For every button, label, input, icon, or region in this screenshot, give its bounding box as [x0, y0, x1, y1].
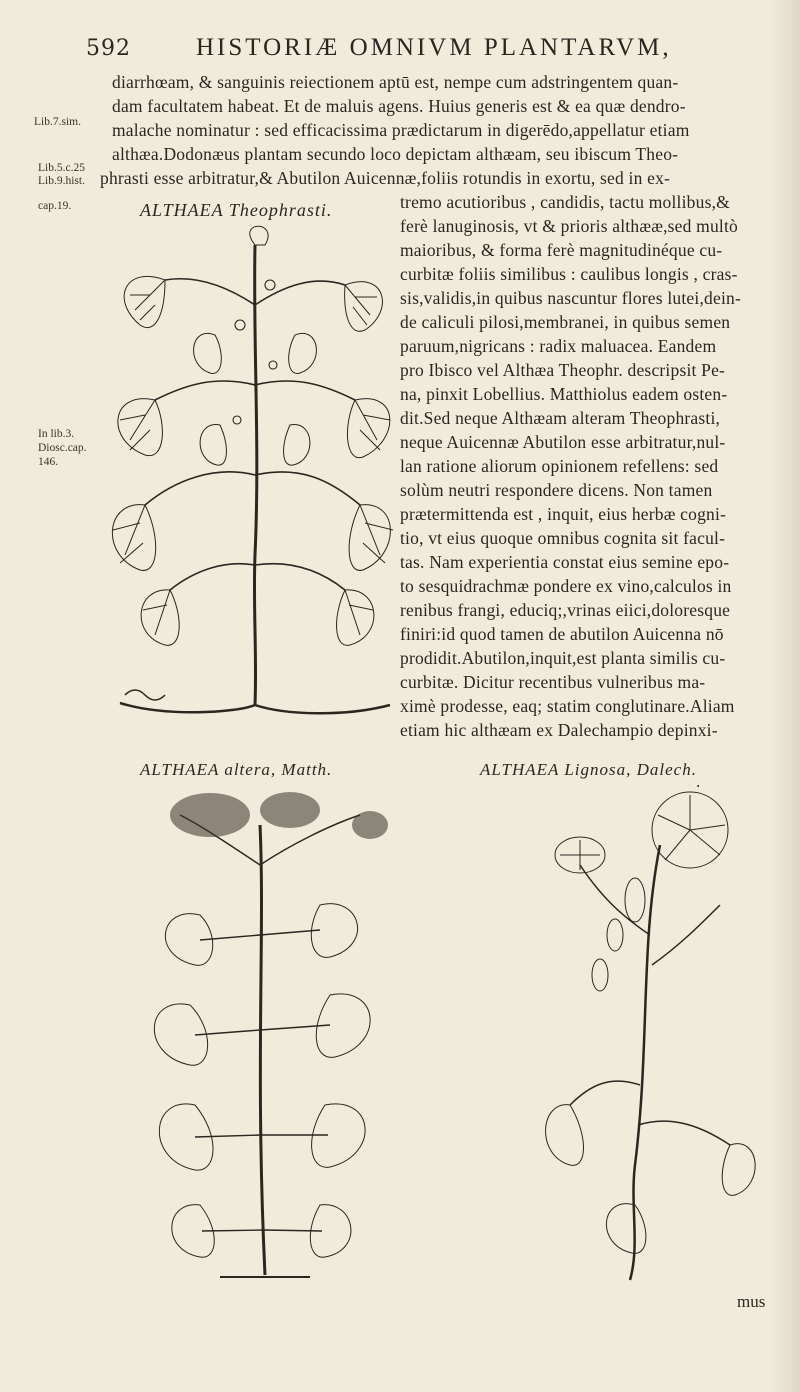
body-text-line: phrasti esse arbitratur,& Abutilon Auicennæ,foliis rotundis in exortu, sed in ex- — [100, 168, 671, 188]
figure-caption-althaea-theophrasti: ALTHAEA Theophrasti. — [140, 200, 333, 220]
margin-note: Lib.9.hist. — [38, 175, 85, 187]
body-text-line: tas. Nam experientia constat eius semine epo- — [400, 552, 730, 572]
body-text-line: renibus frangi, educiq;,vrinas eiici,doloresque — [400, 600, 731, 620]
woodcut-althaea-lignosa — [540, 785, 760, 1285]
body-text-line: sis,validis,in quibus nascuntur flores lutei,dein- — [400, 288, 741, 308]
body-text-line: diarrhœam, & sanguinis reiectionem aptū est, nempe cum adstringentem quan- — [112, 72, 679, 92]
body-text-line: ferè lanuginosis, vt & prioris althææ,sed multò — [400, 216, 738, 236]
body-text-line: curbitæ. Dicitur recentibus vulneribus ma- — [400, 672, 706, 692]
body-text-line: pro Ibisco vel Althæa Theophr. descripsit Pe- — [400, 360, 726, 380]
body-text-line: prodidit.Abutilon,inquit,est planta similis cu- — [400, 648, 726, 668]
margin-note: Lib.7.sim. — [34, 116, 81, 128]
body-text-line: tio, vt eius quoque omnibus cognita sit facul- — [400, 528, 726, 548]
body-text-line: etiam hic althæam ex Dalechampio depinxi- — [400, 720, 718, 740]
body-text-line: althæa.Dodonæus plantam secundo loco depictam althæam, seu ibiscum Theo- — [112, 144, 679, 164]
margin-note: 146. — [38, 456, 59, 468]
page-header — [86, 34, 726, 70]
body-text-line: neque Auicennæ Abutilon esse arbitratur,nul- — [400, 432, 726, 452]
margin-note: cap.19. — [38, 200, 72, 212]
body-text-line: lan ratione aliorum opinionem refellens: sed — [400, 456, 719, 476]
body-text-line: prætermittenda est , inquit, eius herbæ cogni- — [400, 504, 727, 524]
running-title: HISTORIÆ OMNIVM PLANTARVM, — [196, 34, 672, 61]
body-text-line: paruum,nigricans : radix maluacea. Eandem — [400, 336, 717, 356]
body-text-line: ximè prodesse, eaq; statim conglutinare.Aliam — [400, 696, 735, 716]
margin-note: Diosc.cap. — [38, 442, 87, 454]
page-number: 592 — [86, 36, 131, 61]
figure-caption-althaea-lignosa: ALTHAEA Lignosa, Dalech. — [480, 760, 697, 779]
body-text-line: de caliculi pilosi,membranei, in quibus semen — [400, 312, 731, 332]
body-text-line: finiri:id quod tamen de abutilon Auicenna nō — [400, 624, 724, 644]
body-text-line: curbitæ foliis similibus : caulibus longis , cras- — [400, 264, 738, 284]
body-text-line: dit.Sed neque Althæam alteram Theophrasti, — [400, 408, 721, 428]
catchword: mus — [737, 1292, 766, 1311]
woodcut-althaea-theophrasti — [105, 225, 395, 725]
body-text-line: dam facultatem habeat. Et de maluis agens. Huius generis est & ea quæ dendro- — [112, 96, 686, 116]
body-text-line: solùm neutri respondere dicens. Non tamen — [400, 480, 713, 500]
body-text-line: na, pinxit Lobellius. Matthiolus eadem osten- — [400, 384, 728, 404]
figure-caption-althaea-altera: ALTHAEA altera, Matth. — [140, 760, 333, 779]
body-text-line: malache nominatur : sed efficacissima prædictarum in digerēdo,appellatur etiam — [112, 120, 690, 140]
body-text-line: to sesquidrachmæ pondere ex vino,calculos in — [400, 576, 732, 596]
body-text-line: maioribus, & forma ferè magnitudinéque cu- — [400, 240, 723, 260]
margin-note: Lib.5.c.25 — [38, 162, 85, 174]
page-edge-shadow — [770, 0, 800, 1392]
body-text-line: tremo acutioribus , candidis, tactu mollibus,& — [400, 192, 730, 212]
woodcut-althaea-altera — [140, 785, 400, 1285]
margin-note: In lib.3. — [38, 428, 75, 440]
